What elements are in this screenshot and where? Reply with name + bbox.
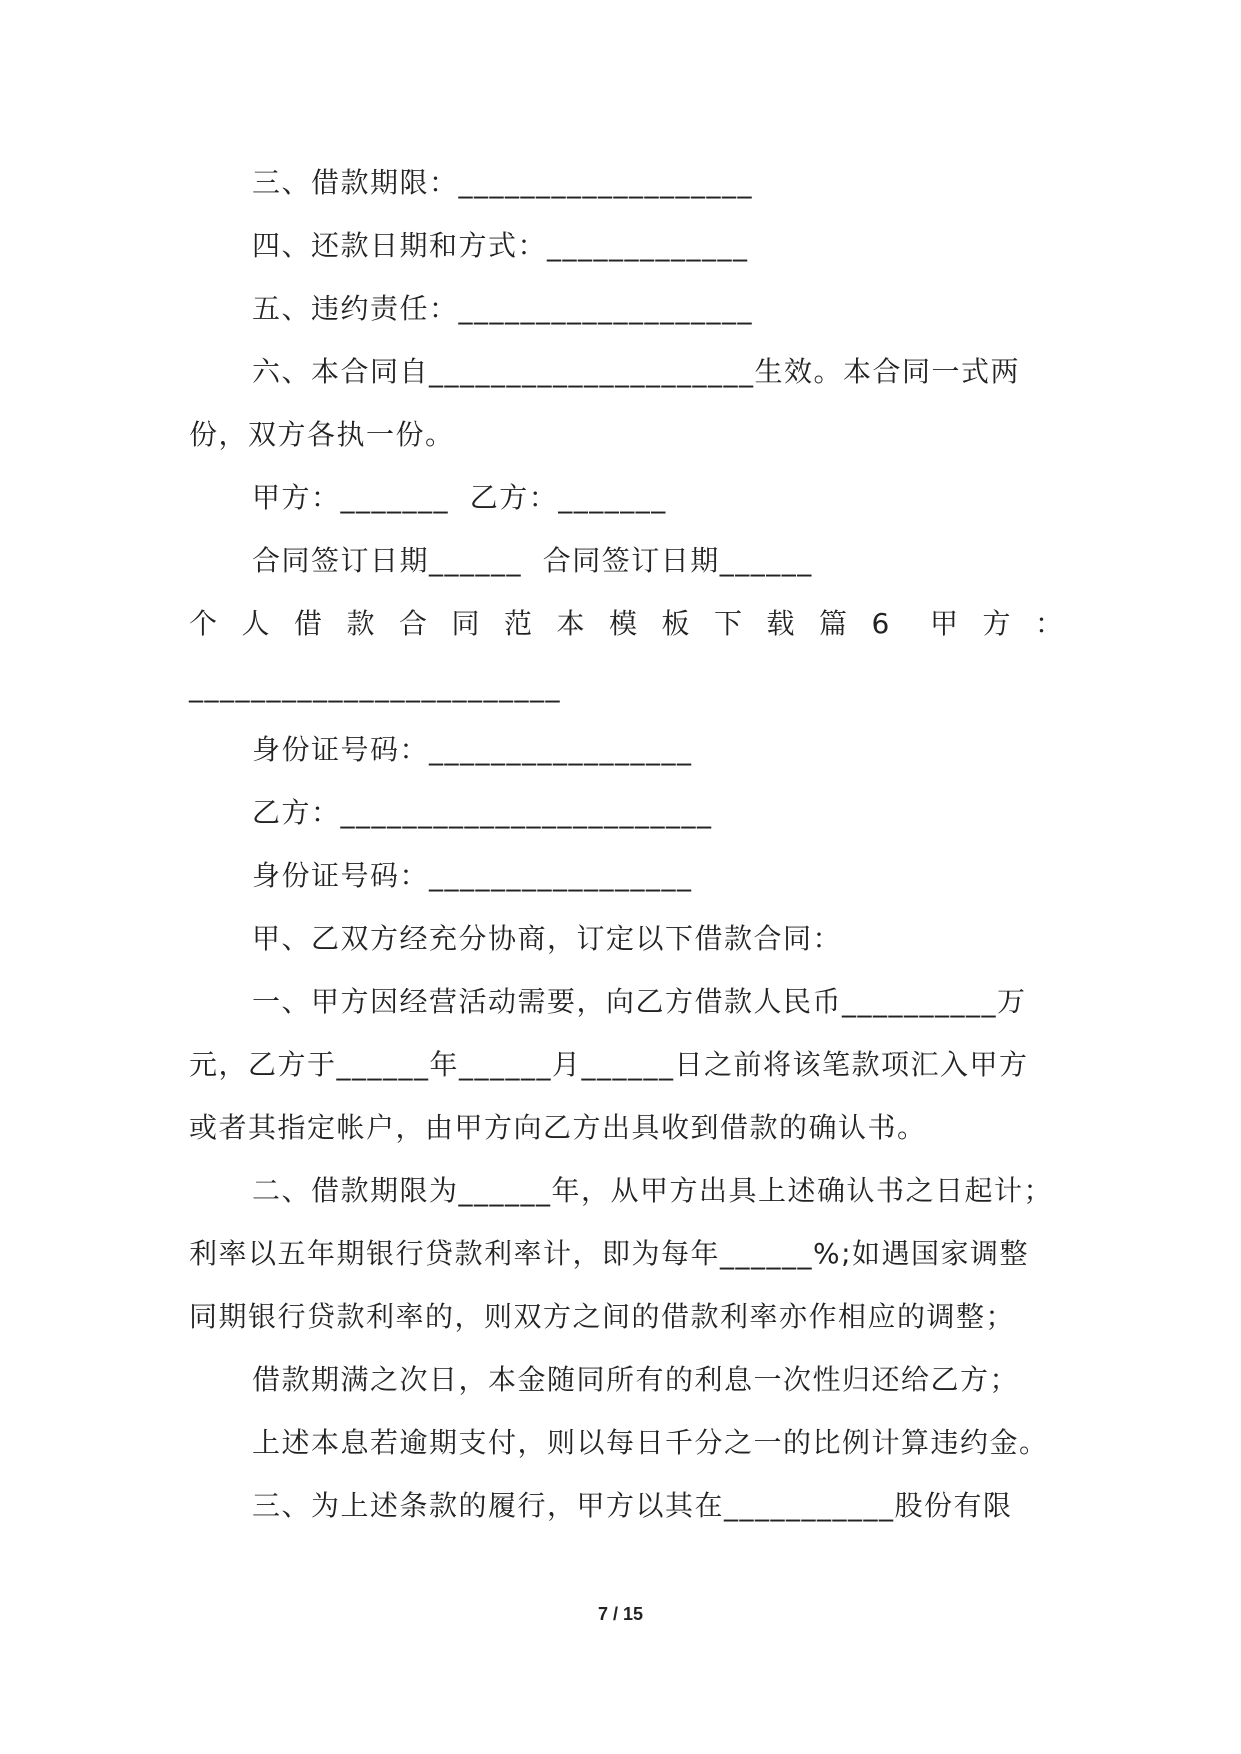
- signature-parties: 甲方：_______ 乙方：_______: [252, 481, 667, 514]
- repayment-at-maturity: 借款期满之次日，本金随同所有的利息一次性归还给乙方；: [252, 1363, 1020, 1396]
- clause-3-guarantee: 三、为上述条款的履行，甲方以其在___________股份有限: [252, 1489, 1013, 1522]
- party-b-id-number: 身份证号码：_________________: [252, 859, 693, 892]
- clause-3-loan-term: 三、借款期限：___________________: [252, 166, 754, 199]
- section-title: 个人借款合同范本模板下载篇6: [189, 607, 914, 640]
- clause-1-end: 或者其指定帐户，由甲方向乙方出具收到借款的确认书。: [189, 1111, 927, 1144]
- clause-2-interest-rate: 利率以五年期银行贷款利率计，即为每年______%;如遇国家调整: [189, 1237, 1030, 1270]
- page-number: 7 / 15: [597, 1604, 644, 1624]
- party-a-label: 甲方：: [930, 607, 1088, 640]
- clause-5-liability: 五、违约责任：___________________: [252, 292, 754, 325]
- clause-2-rate-adjustment: 同期银行贷款利率的，则双方之间的借款利率亦作相应的调整；: [189, 1300, 1016, 1333]
- clause-1-loan-amount: 一、甲方因经营活动需要，向乙方借款人民币__________万: [252, 985, 1027, 1018]
- clause-4-repayment: 四、还款日期和方式：_____________: [252, 229, 749, 262]
- late-payment-penalty: 上述本息若逾期支付，则以每日千分之一的比例计算违约金。: [252, 1426, 1049, 1459]
- clause-2-term: 二、借款期限为______年，从甲方出具上述确认书之日起计；: [252, 1174, 1054, 1207]
- clause-6-effective: 六、本合同自_____________________生效。本合同一式两: [252, 355, 1021, 388]
- preamble: 甲、乙双方经充分协商，订定以下借款合同：: [252, 922, 843, 955]
- clause-6-continued: 份，双方各执一份。: [189, 418, 455, 451]
- clause-1-continued: 元，乙方于______年______月______日之前将该笔款项汇入甲方: [189, 1048, 1029, 1081]
- signing-dates: 合同签订日期______ 合同签订日期______: [252, 544, 813, 577]
- party-a-blank: ________________________: [189, 670, 561, 703]
- party-a-id-number: 身份证号码：_________________: [252, 733, 693, 766]
- party-b-name: 乙方：________________________: [252, 796, 713, 829]
